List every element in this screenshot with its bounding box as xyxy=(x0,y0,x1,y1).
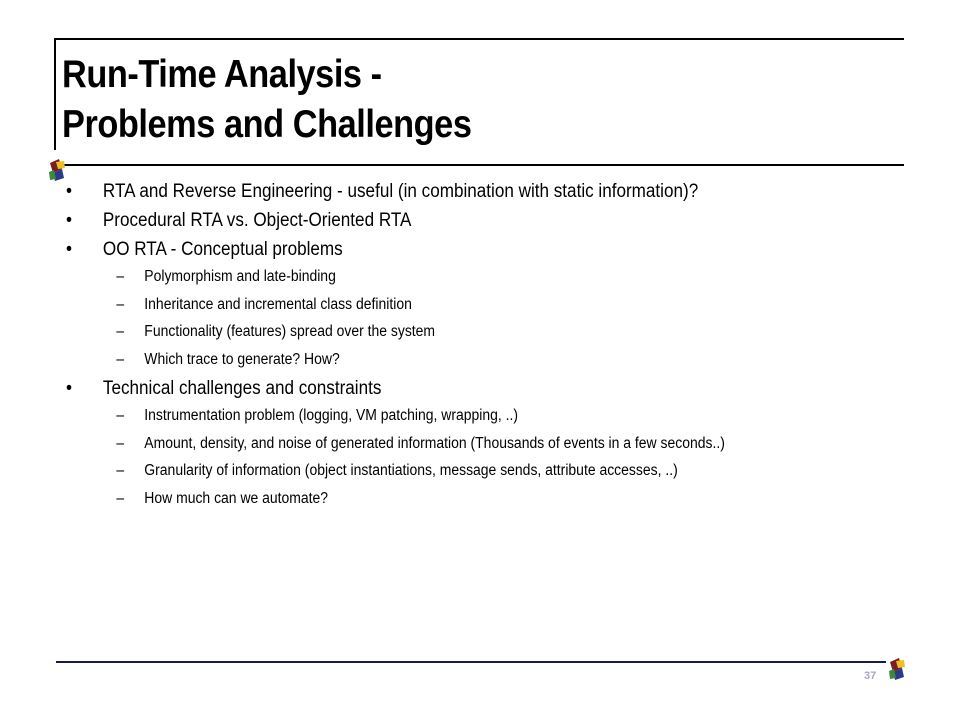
slide-title-line1: Run-Time Analysis - xyxy=(62,53,382,96)
sub-list-item xyxy=(66,295,840,315)
bullet-marker: • xyxy=(66,378,72,399)
sub-bullet-text: Inheritance and incremental class definition xyxy=(144,295,412,313)
sub-bullet-text: Which trace to generate? How? xyxy=(144,350,340,368)
logo-icon xyxy=(887,656,907,682)
sub-list-item xyxy=(66,322,840,342)
bullet-marker: • xyxy=(66,210,72,231)
dash-marker: – xyxy=(116,407,125,424)
sub-bullet-text: Polymorphism and late-binding xyxy=(144,268,336,285)
slide-title-line2: Problems and Challenges xyxy=(62,103,472,146)
sub-list-item xyxy=(66,406,840,426)
sub-list-item xyxy=(66,489,840,509)
bullet-text: Technical challenges and constraints xyxy=(102,378,382,399)
list-item xyxy=(66,209,840,233)
sub-bullet-text: Granularity of information (object instantiations, message sends, attribute accesses, ..) xyxy=(144,462,678,479)
slide-title xyxy=(62,50,471,150)
sub-bullet-text: Instrumentation problem (logging, VM patching, wrapping, ..) xyxy=(144,407,519,424)
bullet-list xyxy=(66,180,926,516)
bullet-text: OO RTA - Conceptual problems xyxy=(102,239,343,260)
sub-list-item xyxy=(66,434,840,454)
sub-bullet-text: How much can we automate? xyxy=(144,489,329,507)
list-item xyxy=(66,238,840,262)
dash-marker: – xyxy=(116,295,125,313)
dash-marker: – xyxy=(116,462,125,479)
list-item xyxy=(66,377,840,401)
list-item xyxy=(66,180,840,204)
dash-marker: – xyxy=(116,434,125,452)
sub-list-item xyxy=(66,461,840,481)
top-rule xyxy=(56,38,904,40)
sub-list-item xyxy=(66,350,840,370)
sub-bullet-text: Amount, density, and noise of generated information (Thousands of events in a few seconds..) xyxy=(144,434,725,452)
title-underline-rule xyxy=(56,164,904,166)
dash-marker: – xyxy=(116,350,125,368)
dash-marker: – xyxy=(116,489,125,507)
bullet-marker: • xyxy=(66,239,72,260)
page-number: 37 xyxy=(864,670,877,682)
bullet-text: Procedural RTA vs. Object-Oriented RTA xyxy=(102,210,412,231)
bullet-text: RTA and Reverse Engineering - useful (in combination with static information)? xyxy=(102,181,699,202)
logo-icon xyxy=(47,157,67,183)
left-rule xyxy=(54,38,56,150)
dash-marker: – xyxy=(116,323,125,340)
dash-marker: – xyxy=(116,268,125,285)
sub-bullet-text: Functionality (features) spread over the system xyxy=(144,323,436,340)
bullet-marker: • xyxy=(66,181,72,202)
footer-rule xyxy=(56,661,886,663)
sub-list-item xyxy=(66,267,840,287)
